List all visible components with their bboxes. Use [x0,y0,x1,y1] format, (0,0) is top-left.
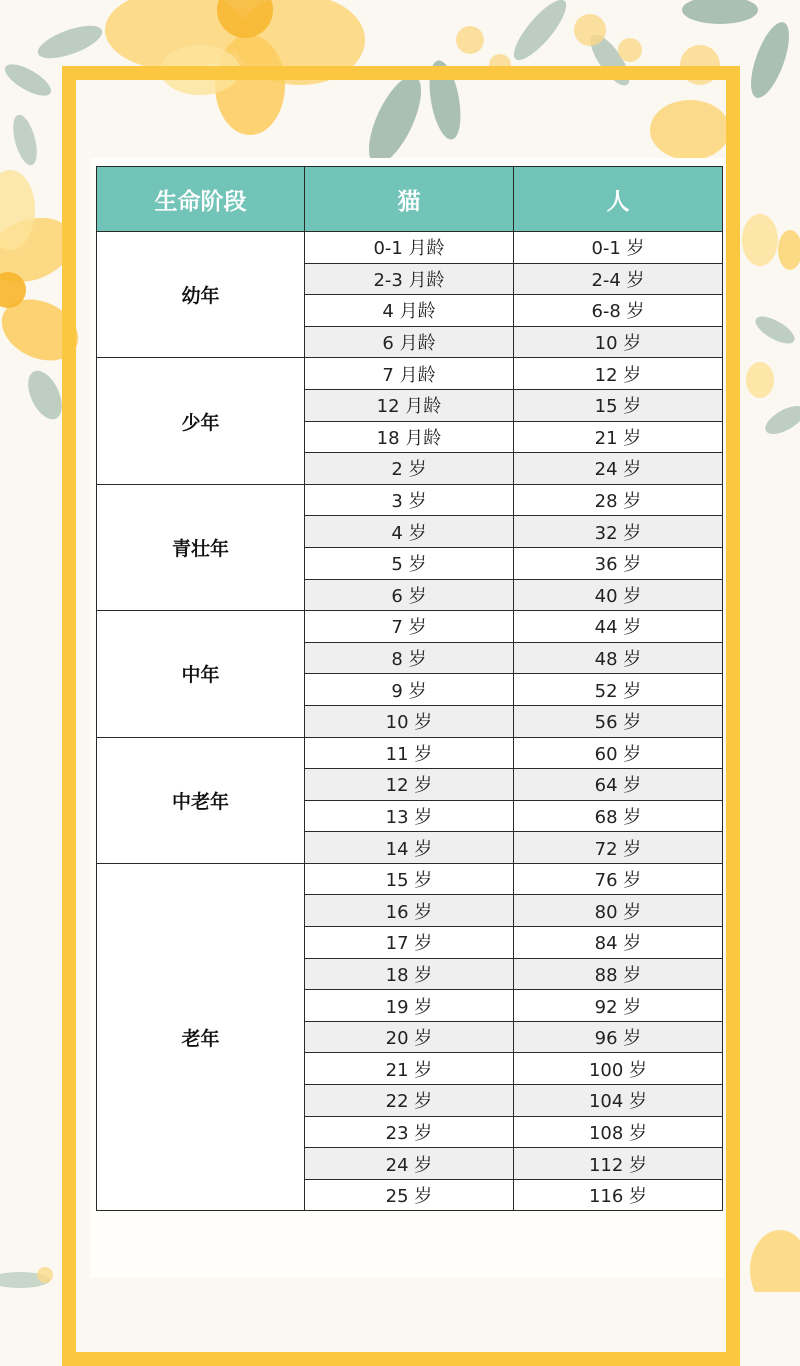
header-cat: 猫 [305,167,514,232]
cat-age-cell: 12 月龄 [305,389,514,421]
cat-age-cell: 15 岁 [305,863,514,895]
human-age-cell: 60 岁 [514,737,723,769]
cat-age-cell: 4 岁 [305,516,514,548]
table-body [97,232,723,1211]
human-age-cell: 96 岁 [514,1021,723,1053]
cat-age-cell: 25 岁 [305,1179,514,1211]
human-age-cell: 104 岁 [514,1085,723,1117]
leaves-right [742,214,800,1292]
cat-age-cell: 6 岁 [305,579,514,611]
human-age-cell: 68 岁 [514,800,723,832]
human-age-cell: 112 岁 [514,1148,723,1180]
human-age-cell: 2-4 岁 [514,263,723,295]
cat-age-cell: 13 岁 [305,800,514,832]
cat-age-cell: 5 岁 [305,547,514,579]
cat-age-cell: 0-1 月龄 [305,232,514,264]
cat-age-cell: 24 岁 [305,1148,514,1180]
stage-cell: 幼年 [97,232,305,358]
cat-age-cell: 16 岁 [305,895,514,927]
stage-cell: 中老年 [97,737,305,863]
human-age-cell: 84 岁 [514,927,723,959]
cat-age-cell: 11 岁 [305,737,514,769]
cat-age-cell: 17 岁 [305,927,514,959]
cat-age-cell: 10 岁 [305,705,514,737]
cat-age-cell: 8 岁 [305,642,514,674]
human-age-cell: 92 岁 [514,990,723,1022]
human-age-cell: 52 岁 [514,674,723,706]
cat-age-cell: 3 岁 [305,484,514,516]
leaves-bottom-left [0,1267,53,1288]
stage-cell: 中年 [97,611,305,737]
table-header-row [97,167,723,232]
table-row [97,863,723,895]
human-age-cell: 88 岁 [514,958,723,990]
human-age-cell: 80 岁 [514,895,723,927]
table-row [97,611,723,643]
stage-cell: 青壮年 [97,484,305,610]
cat-age-cell: 7 岁 [305,611,514,643]
human-age-cell: 21 岁 [514,421,723,453]
cat-age-cell: 18 岁 [305,958,514,990]
cat-age-cell: 9 岁 [305,674,514,706]
table-row [97,484,723,516]
human-age-cell: 28 岁 [514,484,723,516]
table-row [97,232,723,264]
human-age-cell: 72 岁 [514,832,723,864]
human-age-cell: 24 岁 [514,453,723,485]
human-age-cell: 32 岁 [514,516,723,548]
cat-age-cell: 6 月龄 [305,326,514,358]
human-age-cell: 64 岁 [514,769,723,801]
human-age-cell: 48 岁 [514,642,723,674]
header-life-stage: 生命阶段 [97,167,305,232]
human-age-cell: 76 岁 [514,863,723,895]
human-age-cell: 108 岁 [514,1116,723,1148]
human-age-cell: 116 岁 [514,1179,723,1211]
human-age-cell: 36 岁 [514,547,723,579]
cat-age-cell: 22 岁 [305,1085,514,1117]
stage-cell: 老年 [97,863,305,1211]
cat-human-age-table [96,166,723,1211]
human-age-cell: 12 岁 [514,358,723,390]
human-age-cell: 44 岁 [514,611,723,643]
human-age-cell: 0-1 岁 [514,232,723,264]
cat-age-cell: 21 岁 [305,1053,514,1085]
human-age-cell: 40 岁 [514,579,723,611]
cat-age-cell: 20 岁 [305,1021,514,1053]
cat-age-cell: 14 岁 [305,832,514,864]
cat-age-cell: 7 月龄 [305,358,514,390]
cat-age-cell: 4 月龄 [305,295,514,327]
cat-age-cell: 12 岁 [305,769,514,801]
stage-cell: 少年 [97,358,305,484]
table-row [97,737,723,769]
cat-age-cell: 19 岁 [305,990,514,1022]
human-age-cell: 6-8 岁 [514,295,723,327]
cat-age-cell: 18 月龄 [305,421,514,453]
header-human: 人 [514,167,723,232]
human-age-cell: 56 岁 [514,705,723,737]
human-age-cell: 15 岁 [514,389,723,421]
cat-age-cell: 2-3 月龄 [305,263,514,295]
human-age-cell: 10 岁 [514,326,723,358]
table-row [97,358,723,390]
human-age-cell: 100 岁 [514,1053,723,1085]
cat-age-cell: 2 岁 [305,453,514,485]
cat-age-cell: 23 岁 [305,1116,514,1148]
